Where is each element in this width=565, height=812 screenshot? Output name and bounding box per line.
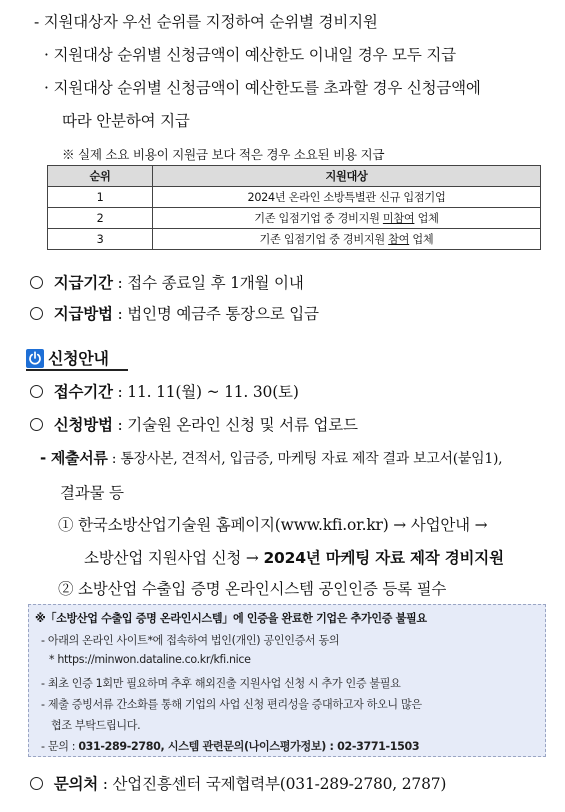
support-order-bullet: · 지원대상 순위별 신청금액이 예산한도 이내일 경우 모두 지급	[44, 46, 456, 64]
notice-contact-prefix: - 문의 :	[41, 740, 79, 753]
payment-method	[30, 302, 319, 324]
target-cell	[153, 208, 541, 229]
circle-bullet-icon	[30, 276, 43, 289]
application-method	[30, 413, 358, 435]
application-step-1-path	[84, 546, 504, 568]
support-order-continuation: 따라 안분하여 지급	[62, 112, 190, 130]
support-order-note: ※ 실제 소요 비용이 지원금 보다 적은 경우 소요된 비용 지급	[62, 147, 385, 162]
application-method-value: : 기술원 온라인 신청 및 서류 업로드	[112, 416, 358, 434]
rank-cell: 1	[48, 187, 153, 208]
notice-contact-line	[41, 738, 419, 754]
circle-bullet-icon	[30, 777, 43, 790]
application-method-label: 신청방법	[53, 416, 113, 434]
application-step-1: ① 한국소방산업기술원 홈페이지(www.kfi.or.kr) → 사업안내 →	[58, 516, 488, 534]
table-row	[48, 187, 541, 208]
circle-bullet-icon	[30, 307, 43, 320]
submission-documents-label: - 제출서류	[40, 449, 108, 467]
submission-documents	[40, 447, 502, 468]
target-text: 업체	[414, 212, 439, 225]
notice-link-line: * https://minwon.dataline.co.kr/kfi.nice	[49, 653, 251, 666]
circle-bullet-icon	[30, 385, 43, 398]
notice-line: - 아래의 온라인 사이트*에 접속하여 법인(개인) 공인인증서 동의	[41, 634, 340, 647]
table-row	[48, 229, 541, 250]
circle-bullet-icon	[30, 418, 43, 431]
contact-label: 문의처	[53, 775, 99, 793]
notice-title: ※「소방산업 수출입 증명 온라인시스템」에 인증을 완료한 기업은 추가인증 불필요	[35, 612, 427, 625]
table-header: 지원대상	[153, 166, 541, 187]
support-order-bullet: · 지원대상 순위별 신청금액이 예산한도를 초과할 경우 신청금액에	[44, 79, 481, 97]
table-row	[48, 208, 541, 229]
payment-method-label: 지급방법	[53, 305, 113, 323]
contact-info	[30, 772, 446, 794]
notice-line: 협조 부탁드립니다.	[51, 719, 141, 732]
table-header-row	[48, 166, 541, 187]
notice-line: - 제출 증빙서류 간소화를 통해 기업의 사업 신청 편리성을 증대하고자 하오니 많은	[41, 698, 422, 711]
application-period	[30, 380, 299, 402]
payment-period-label: 지급기간	[53, 274, 113, 292]
power-icon	[26, 349, 44, 368]
payment-period-value: : 접수 종료일 후 1개월 이내	[112, 274, 304, 292]
payment-period	[30, 271, 304, 293]
application-step-2: ② 소방산업 수출입 증명 온라인시스템 공인인증 등록 필수	[58, 580, 447, 598]
rank-cell: 2	[48, 208, 153, 229]
target-emphasis: 참여	[388, 233, 410, 246]
rank-cell: 3	[48, 229, 153, 250]
target-cell	[153, 229, 541, 250]
application-period-label: 접수기간	[53, 383, 113, 401]
contact-value: : 산업진흥센터 국제협력부(031-289-2780, 2787)	[98, 775, 447, 793]
target-text: 업체	[409, 233, 434, 246]
notice-contact-numbers: 031-289-2780, 시스템 관련문의(나이스평가정보) : 02-3771-1503	[78, 740, 420, 753]
target-text: 기존 입점기업 중 경비지원	[259, 233, 389, 246]
application-period-value: : 11. 11(월) ~ 11. 30(토)	[112, 383, 299, 401]
target-cell: 2024년 온라인 소방특별관 신규 입점기업	[153, 187, 541, 208]
rank-table	[47, 165, 541, 250]
target-emphasis: 미참여	[382, 212, 415, 225]
notice-line: - 최초 인증 1회만 필요하며 추후 해외진출 지원사업 신청 시 추가 인증 불필요	[41, 677, 401, 690]
section-title: 신청안내	[48, 349, 109, 368]
submission-documents-continuation: 결과물 등	[60, 484, 124, 502]
submission-documents-value: : 통장사본, 견적서, 입금증, 마케팅 자료 제작 결과 보고서(붙임1),	[107, 451, 503, 467]
payment-method-value: : 법인명 예금주 통장으로 입금	[112, 305, 319, 323]
support-order-line: - 지원대상자 우선 순위를 지정하여 순위별 경비지원	[34, 13, 378, 31]
section-underline	[26, 369, 128, 371]
step-path-text: 소방산업 지원사업 신청 →	[84, 549, 264, 567]
notice-box	[28, 604, 546, 757]
target-text: 기존 입점기업 중 경비지원	[254, 212, 383, 225]
table-header: 순위	[48, 166, 153, 187]
step-path-emphasis: 2024년 마케팅 자료 제작 경비지원	[263, 549, 504, 567]
